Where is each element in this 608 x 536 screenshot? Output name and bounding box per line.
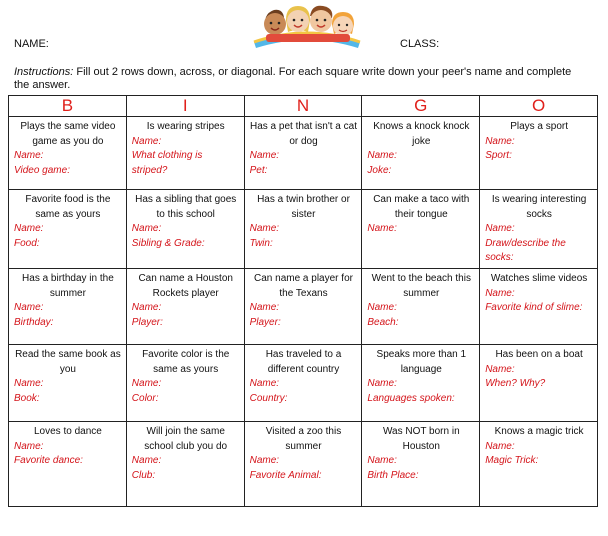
answer-field-label: Favorite dance:: [14, 455, 83, 467]
name-field-label: Name:: [131, 455, 162, 467]
square-prompt: Knows a magic trick: [494, 425, 584, 437]
bingo-square[interactable]: [244, 421, 362, 506]
answer-field-label: Draw/describe the socks:: [485, 237, 566, 264]
bingo-letter-i: I: [126, 96, 244, 117]
bingo-square[interactable]: [362, 344, 480, 421]
name-field-label: Name:: [485, 287, 515, 299]
square-prompt: Can make a taco with their tongue: [373, 194, 470, 220]
name-field-label: Name:: [485, 363, 515, 375]
bingo-grid: [8, 95, 598, 507]
bingo-letter-o: O: [480, 96, 598, 117]
name-field-label: Name:: [367, 302, 397, 314]
name-field-label: Name:: [249, 302, 280, 314]
answer-field-label: Twin:: [249, 237, 273, 249]
answer-field-label: Club:: [131, 469, 156, 481]
answer-field-label: Magic Trick:: [485, 455, 539, 467]
name-field-label: Name:: [249, 223, 280, 235]
square-prompt: Is wearing interesting socks: [491, 194, 587, 220]
name-field-label: Name:: [14, 440, 44, 452]
name-field-label: Name:: [249, 455, 280, 467]
name-field-label: Name:: [367, 455, 397, 467]
answer-field-label: Joke:: [367, 164, 392, 176]
bingo-square[interactable]: [9, 268, 127, 344]
square-prompt: Read the same book as you: [15, 348, 121, 375]
bingo-letter-b: B: [9, 96, 127, 117]
bingo-row: [9, 421, 598, 506]
bingo-row: [9, 344, 598, 421]
bingo-square[interactable]: [480, 268, 598, 344]
name-field-label: Name:: [131, 302, 162, 314]
square-prompt: Visited a zoo this summer: [265, 425, 342, 452]
bingo-square[interactable]: [480, 421, 598, 506]
square-prompt: Favorite food is the same as yours: [25, 194, 111, 220]
name-field-label: Name:: [485, 135, 515, 147]
name-field-label: Name:: [14, 302, 44, 314]
class-label: CLASS:: [400, 38, 440, 50]
square-prompt: Speaks more than 1 language: [376, 348, 467, 375]
name-field-label: Name:: [14, 378, 44, 390]
square-prompt: Was NOT born in Houston: [382, 425, 460, 452]
bingo-square[interactable]: [362, 117, 480, 190]
bingo-square[interactable]: [126, 421, 244, 506]
bingo-square[interactable]: [244, 190, 362, 269]
square-prompt: Can name a Houston Rockets player: [138, 272, 233, 299]
kids-logo-illustration: [252, 2, 362, 50]
name-field-label: Name:: [367, 150, 397, 162]
name-field-label: Name:: [249, 378, 280, 390]
square-prompt: Watches slime videos: [490, 272, 588, 284]
square-prompt: Plays the same video game as you do: [20, 121, 116, 147]
name-field-label: Name:: [485, 223, 515, 235]
square-prompt: Is wearing stripes: [146, 121, 225, 132]
square-prompt: Loves to dance: [33, 425, 102, 437]
square-prompt: Has been on a boat: [495, 348, 583, 360]
name-label: NAME:: [14, 38, 49, 50]
answer-field-label: Video game:: [14, 164, 70, 176]
bingo-square[interactable]: [362, 421, 480, 506]
name-field-label: Name:: [131, 223, 162, 235]
square-prompt: Has a twin brother or sister: [257, 194, 350, 220]
bingo-square[interactable]: [244, 268, 362, 344]
answer-field-label: Sibling & Grade:: [131, 237, 205, 249]
answer-field-label: When? Why?: [485, 378, 546, 390]
bingo-square[interactable]: [480, 344, 598, 421]
answer-field-label: Beach:: [367, 316, 399, 328]
bingo-square[interactable]: [9, 117, 127, 190]
bingo-letter-g: G: [362, 96, 480, 117]
bingo-square[interactable]: [126, 190, 244, 269]
answer-field-label: Pet:: [249, 164, 268, 176]
answer-field-label: Sport:: [485, 150, 512, 162]
square-prompt: Has a sibling that goes to this school: [135, 194, 237, 220]
answer-field-label: Book:: [14, 392, 40, 404]
name-field-label: Name:: [367, 223, 397, 235]
bingo-square[interactable]: [9, 190, 127, 269]
bingo-square[interactable]: [244, 117, 362, 190]
bingo-square[interactable]: [244, 344, 362, 421]
square-prompt: Went to the beach this summer: [371, 272, 471, 299]
bingo-square[interactable]: [362, 190, 480, 269]
bingo-square[interactable]: [126, 117, 244, 190]
answer-field-label: Color:: [131, 392, 159, 404]
instructions: [14, 66, 584, 92]
answer-field-label: Player:: [131, 316, 163, 328]
bingo-square[interactable]: [480, 190, 598, 269]
bingo-row: [9, 268, 598, 344]
bingo-letter-row: [9, 96, 598, 117]
name-field-label: Name:: [14, 223, 44, 235]
name-field-label: Name:: [14, 150, 44, 162]
name-field-label: Name:: [131, 378, 162, 390]
name-field-label: Name:: [485, 440, 515, 452]
bingo-square[interactable]: [126, 344, 244, 421]
square-prompt: Favorite color is the same as yours: [142, 348, 230, 375]
instructions-text: Fill out 2 rows down, across, or diagonal. For each square write down your peer's name and complete the answer.: [14, 66, 572, 91]
bingo-letter-n: N: [244, 96, 362, 117]
answer-field-label: Favorite Animal:: [249, 469, 322, 481]
answer-field-label: Birth Place:: [367, 469, 419, 481]
bingo-square[interactable]: [9, 344, 127, 421]
bingo-square[interactable]: [362, 268, 480, 344]
answer-field-label: What clothing is striped?: [131, 150, 203, 176]
bingo-body: [9, 117, 598, 507]
name-field-label: Name:: [367, 378, 397, 390]
square-prompt: Plays a sport: [510, 121, 568, 132]
square-prompt: Has traveled to a different country: [265, 348, 342, 375]
instructions-label: Instructions:: [14, 66, 74, 78]
square-prompt: Will join the same school club you do: [144, 425, 228, 452]
bingo-square[interactable]: [480, 117, 598, 190]
square-prompt: Has a birthday in the summer: [22, 272, 114, 299]
bingo-square[interactable]: [9, 421, 127, 506]
bingo-row: [9, 117, 598, 190]
name-field-label: Name:: [131, 135, 162, 147]
bingo-square[interactable]: [126, 268, 244, 344]
square-prompt: Knows a knock knock joke: [373, 121, 470, 147]
answer-field-label: Player:: [249, 316, 281, 328]
answer-field-label: Country:: [249, 392, 288, 404]
answer-field-label: Favorite kind of slime:: [485, 302, 583, 314]
answer-field-label: Birthday:: [14, 316, 54, 328]
answer-field-label: Food:: [14, 237, 40, 249]
answer-field-label: Languages spoken:: [367, 392, 455, 404]
name-field-label: Name:: [249, 150, 280, 162]
bingo-row: [9, 190, 598, 269]
square-prompt: Has a pet that isn't a cat or dog: [250, 121, 357, 147]
square-prompt: Can name a player for the Texans: [254, 272, 353, 299]
